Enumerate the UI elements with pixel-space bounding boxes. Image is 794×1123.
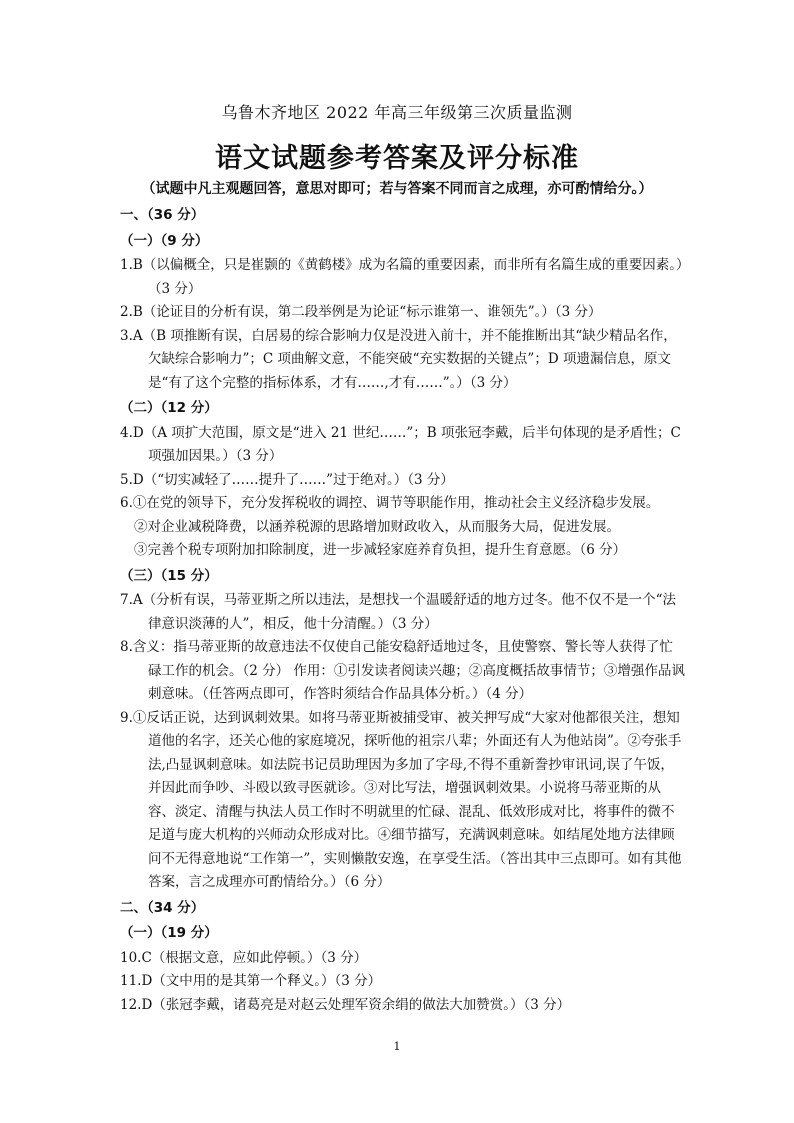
answer-item: 2.B（论证目的分析有误，第二段举例是为论证“标示谁第一、谁领先”。）（3 分） bbox=[120, 304, 602, 320]
answer-list bbox=[120, 202, 686, 1017]
answer-subpoint: ③完善个税专项附加扣除制度，进一步减轻家庭养育负担，提升生育意愿。（6 分） bbox=[134, 542, 627, 558]
document-title: 语文试题参考答案及评分标准 bbox=[215, 143, 579, 174]
answer-item: 5.D（“切实减轻了……提升了……”过于绝对。）（3 分） bbox=[120, 471, 454, 488]
exam-subtitle: 乌鲁木齐地区 2022 年高三年级第三次质量监测 bbox=[221, 103, 573, 122]
section-heading: （三）（15 分） bbox=[120, 567, 218, 584]
answer-item: 7.A（分析有误，马蒂亚斯之所以违法，是想找一个温暖舒适的地方过冬。他不仅不是一个“法律意识淡薄的人”，相反，他十分清醒。）（3 分） bbox=[120, 592, 677, 632]
answer-item: 11.D（文中用的是其第一个释义。）（3 分） bbox=[120, 973, 382, 989]
answer-item: 4.D（A 项扩大范围，原文是“进入 21 世纪……”；B 项张冠李戴，后半句体现的是矛盾性；C 项强加因果。）（3 分） bbox=[120, 424, 681, 464]
answer-item: 3.A（B 项推断有误，白居易的综合影响力仅是没进入前十，并不能推断出其“缺少精品名作，欠缺综合影响力”；C 项曲解文意，不能突破“充实数据的关键点”；D 项遗漏信息，原文是“有了这个完整的指标体系，才有……,才有……”。）（3 分） bbox=[120, 327, 677, 391]
section-heading: （一）（9 分） bbox=[120, 232, 209, 249]
section-heading: 一、（36 分） bbox=[120, 207, 205, 223]
section-heading: （一）（19 分） bbox=[120, 925, 218, 941]
answer-item: 8.含义：指马蒂亚斯的故意违法不仅使自己能安稳舒适地过冬，且使警察、警长等人获得了忙碌工作的机会。（2 分） 作用：①引发读者阅读兴趣；②高度概括故事情节；③增强作品讽刺意味。（任答两点即可，作答时须结合作品具体分析。）（4 分） bbox=[120, 639, 685, 702]
page-number: 1 bbox=[393, 1040, 401, 1053]
answer-item: 9.①反话正说，达到讽刺效果。如将马蒂亚斯被捕受审、被关押写成“大家对他都很关注，想知道他的名字，还关心他的家庭境况，探听他的祖宗八辈；外面还有人为他站岗”。②夸张手法,凸显讽刺意味。如法院书记员助理因为多加了字母,不得不重新誊抄审讯词,误了午饭，并因此而争吵、斗殴以致寻医就诊。③对比写法，增强讽刺效果。小说将马蒂亚斯的从容、淡定、清醒与执法人员工作时不明就里的忙碌、混乱、低效形成对比，将事件的微不足道与庞大机构的兴师动众形成对比。④细节描写，充满讽刺意味。如结尾处地方法律顾问不无得意地说“工作第一”，实则懒散安逸，在享受生活。（答出其中三点即可。如有其他答案，言之成理亦可酌情给分。）（6 分） bbox=[120, 709, 682, 890]
answer-subpoint: ②对企业减税降费，以涵养税源的思路增加财政收入，从而服务大局，促进发展。 bbox=[134, 518, 620, 535]
answer-item: 1.B（以偏概全，只是崔颢的《黄鹤楼》成为名篇的重要因素，而非所有名篇生成的重要因素。）（3 分） bbox=[120, 257, 683, 297]
grading-note: （试题中凡主观题回答，意思对即可；若与答案不同而言之成理，亦可酌情给分。） bbox=[141, 181, 653, 197]
answer-item: 6.①在党的领导下，充分发挥税收的调控、调节等职能作用，推动社会主义经济稳步发展。 bbox=[120, 495, 660, 511]
answer-item: 12.D（张冠李戴，诸葛亮是对赵云处理军资余绢的做法大加赞赏。）（3 分） bbox=[120, 996, 571, 1013]
section-heading: （二）（12 分） bbox=[120, 400, 218, 416]
section-heading: 二、（34 分） bbox=[120, 899, 205, 916]
answer-item: 10.C（根据文意，应如此停顿。）（3 分） bbox=[120, 949, 368, 966]
